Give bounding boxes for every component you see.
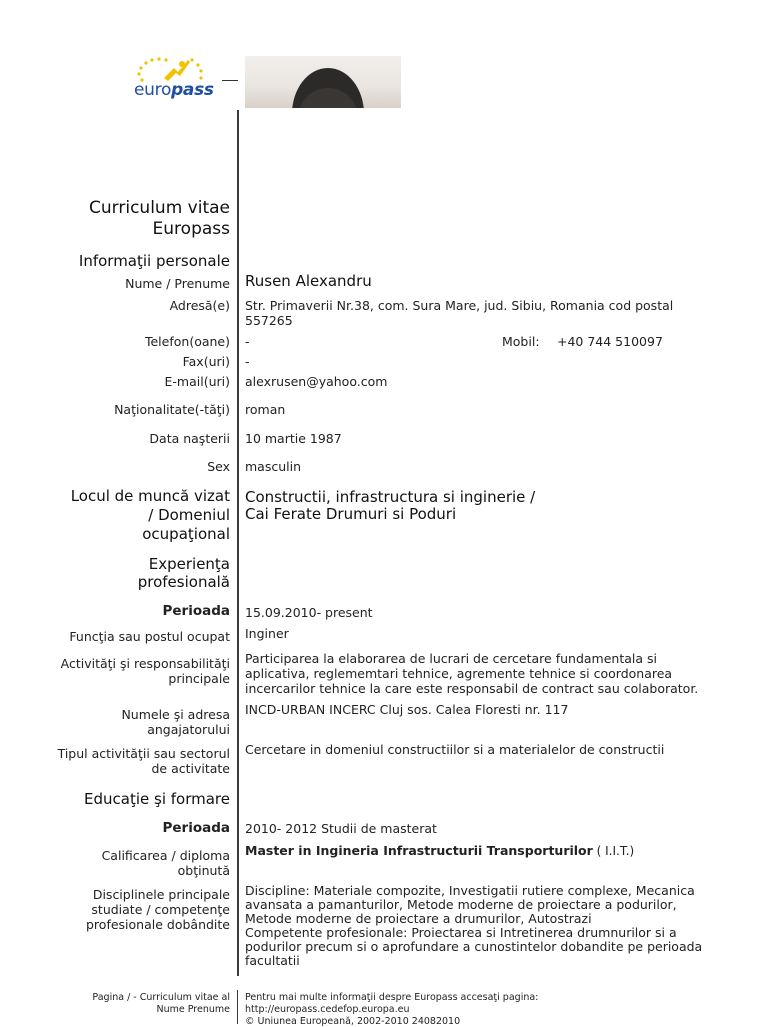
activities-line1: Participarea la elaborarea de lucrari de cercetare fundamentala si: [245, 651, 657, 666]
desired-job-label-line2: / Domeniul: [148, 506, 230, 524]
education-heading: Educaţie şi formare: [84, 790, 230, 808]
nationality-value: roman: [245, 402, 286, 417]
name-value: Rusen Alexandru: [245, 272, 372, 290]
europass-wordmark: europass: [134, 80, 214, 100]
disciplines-line4: Competente profesionale: Proiectarea si Intretinerea drumnurilor si a: [245, 925, 677, 940]
sex-value: masculin: [245, 459, 302, 474]
desired-job-label-line3: ocupaţional: [142, 525, 230, 543]
disciplines-line2: avansata a pamanturilor, Metode moderne de proiectare a podurilor,: [245, 897, 677, 912]
birthdate-value: 10 martie 1987: [245, 431, 342, 446]
sector-value: Cercetare in domeniul constructiilor si a materialelor de constructii: [245, 742, 665, 757]
function-label: Funcţia sau postul ocupat: [69, 629, 230, 644]
footer-right-line1: Pentru mai multe informaţii despre Europass accesaţi pagina:: [245, 992, 539, 1003]
person-head-icon: [245, 56, 401, 108]
footer-left-line1: Pagina / - Curriculum vitae al: [92, 992, 230, 1003]
education-period-label: Perioada: [162, 820, 230, 836]
disciplines-line5: podurilor precum si o aprofundare a cunostintelor dobandite pe perioada: [245, 939, 703, 954]
disciplines-line6: facultatii: [245, 953, 300, 968]
sector-label-line2: de activitate: [151, 761, 230, 776]
desired-job-label-line1: Locul de muncă vizat: [70, 487, 230, 505]
phone-value: -: [245, 334, 250, 349]
cv-title-line2: Europass: [152, 219, 230, 239]
employer-label-line1: Numele şi adresa: [121, 707, 230, 722]
europass-logo: [130, 52, 240, 112]
nationality-label: Naţionalitate(-tăţi): [114, 402, 230, 417]
profile-photo: [245, 56, 401, 108]
disciplines-line3: Metode moderne de proiectare a drumurilor, Autostrazi: [245, 911, 592, 926]
personal-info-heading: Informaţii personale: [78, 252, 230, 270]
sex-label: Sex: [207, 459, 230, 474]
address-label: Adresă(e): [169, 298, 230, 313]
disciplines-label-line3: profesionale dobândite: [86, 917, 230, 932]
employer-value: INCD-URBAN INCERC Cluj sos. Calea Floresti nr. 117: [245, 702, 569, 717]
sector-label-line1: Tipul activităţii sau sectorul: [57, 746, 230, 761]
fax-value: -: [245, 354, 250, 369]
mobile-label: Mobil:: [502, 334, 540, 349]
disciplines-label-line1: Disciplinele principale: [92, 887, 230, 902]
footer-divider: [237, 990, 238, 1024]
phone-label: Telefon(oane): [144, 334, 230, 349]
qualification-value: Master in Ingineria Infrastructurii Transporturilor ( I.I.T.): [245, 843, 635, 858]
experience-heading-line2: profesională: [137, 573, 230, 591]
fax-label: Fax(uri): [182, 354, 230, 369]
footer-copyright: © Uniunea Europeană, 2002-2010 24082010: [245, 1016, 461, 1027]
mobile-value: +40 744 510097: [557, 334, 663, 349]
activities-line3: incercarilor tehnice la care este responsabil de contract sau colaborator.: [245, 681, 699, 696]
qualification-label-line1: Calificarea / diploma: [101, 848, 230, 863]
name-label: Nume / Prenume: [125, 276, 230, 291]
experience-period-value: 15.09.2010- present: [245, 605, 373, 620]
email-label: E-mail(uri): [164, 374, 230, 389]
address-value: Str. Primaverii Nr.38, com. Sura Mare, jud. Sibiu, Romania cod postal 557265: [245, 298, 674, 328]
footer-left-line2: Nume Prenume: [156, 1004, 230, 1015]
email-value: alexrusen@yahoo.com: [245, 374, 388, 389]
qualification-label-line2: obţinută: [177, 863, 230, 878]
activities-label-line2: principale: [168, 671, 230, 686]
disciplines-label-line2: studiate / competenţe: [91, 902, 230, 917]
birthdate-label: Data naşterii: [149, 431, 230, 446]
activities-label-line1: Activităţi şi responsabilităţi: [60, 656, 230, 671]
column-divider: [237, 110, 239, 976]
activities-line2: aplicativa, reglememtari tehnice, agremente tehnice si coordonarea: [245, 666, 673, 681]
footer-url-link[interactable]: http://europass.cedefop.europa.eu: [245, 1004, 410, 1015]
experience-heading-line1: Experienţa: [148, 555, 230, 573]
education-period-value: 2010- 2012 Studii de masterat: [245, 821, 437, 836]
employer-label-line2: angajatorului: [147, 722, 230, 737]
desired-job-value-line2: Cai Ferate Drumuri si Poduri: [245, 505, 457, 523]
desired-job-value-line1: Constructii, infrastructura si inginerie /: [245, 488, 536, 506]
cv-title-line1: Curriculum vitae: [89, 198, 230, 218]
disciplines-line1: Discipline: Materiale compozite, Investigatii rutiere complexe, Mecanica: [245, 883, 695, 898]
function-value: Inginer: [245, 626, 289, 641]
experience-period-label: Perioada: [162, 603, 230, 619]
logo-divider: [222, 80, 238, 81]
